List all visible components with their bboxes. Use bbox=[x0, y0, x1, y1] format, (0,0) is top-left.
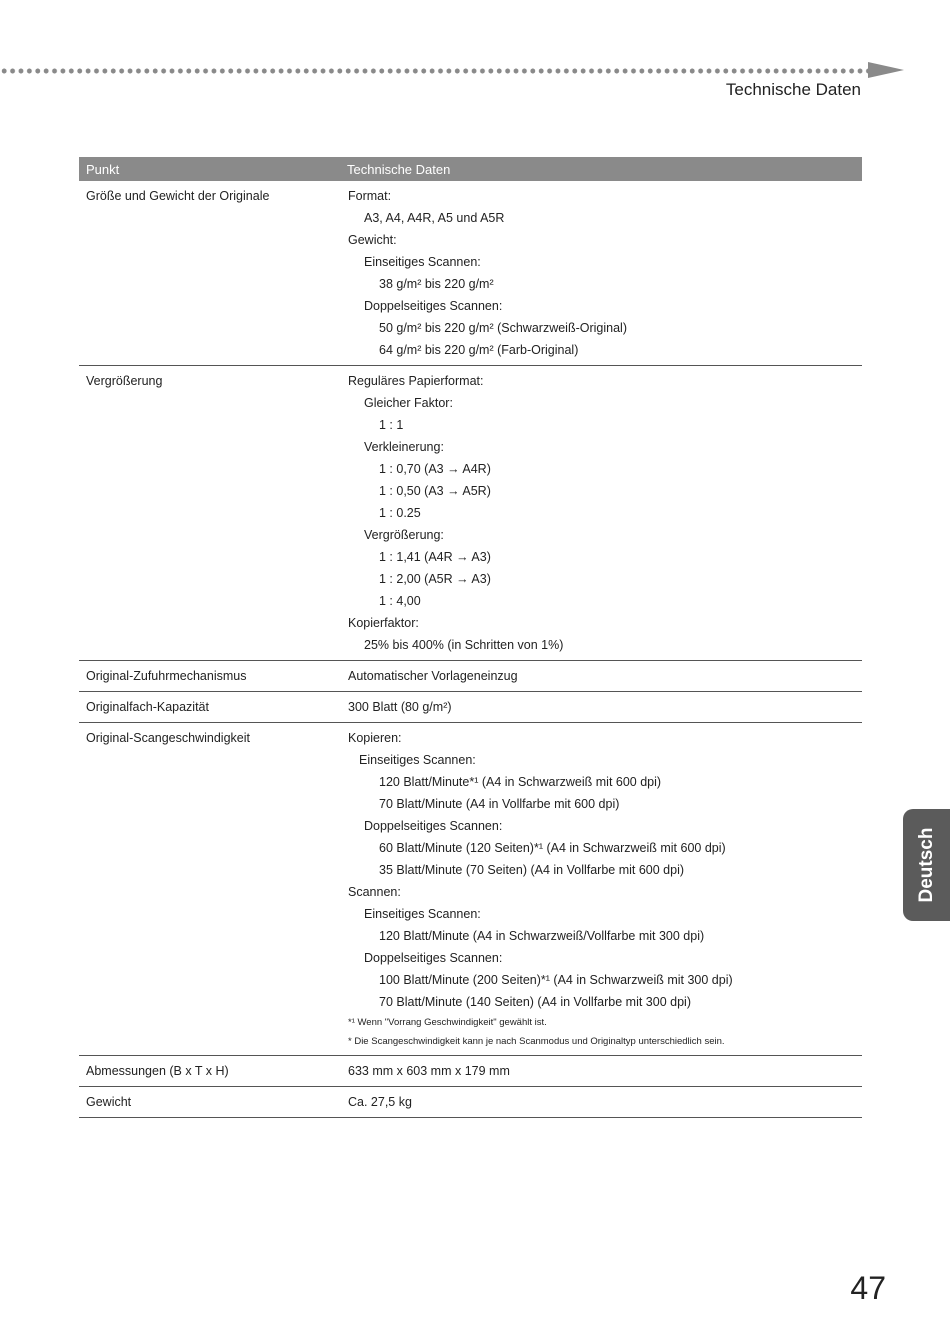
language-tab-label: Deutsch bbox=[915, 827, 937, 903]
table-row bbox=[79, 1056, 862, 1087]
header-arrow-icon bbox=[868, 62, 904, 78]
spec-line: 1 : 0,50 (A3 → A5R) bbox=[379, 484, 491, 498]
spec-line: 1 : 2,00 (A5R → A3) bbox=[379, 572, 491, 586]
spec-line: Einseitiges Scannen: bbox=[359, 753, 476, 767]
spec-line: Kopierfaktor: bbox=[348, 616, 419, 630]
spec-line: 70 Blatt/Minute (A4 in Vollfarbe mit 600 dpi) bbox=[379, 797, 620, 811]
row-spec-cell bbox=[340, 366, 862, 661]
spec-line: 120 Blatt/Minute (A4 in Schwarzweiß/Vollfarbe mit 300 dpi) bbox=[379, 929, 705, 943]
row-spec-cell bbox=[340, 692, 862, 723]
table-row bbox=[79, 181, 862, 366]
spec-line: 1 : 0.25 bbox=[379, 506, 421, 520]
spec-line: 50 g/m² bis 220 g/m² (Schwarzweiß-Original) bbox=[379, 321, 627, 335]
page-number: 47 bbox=[850, 1270, 886, 1306]
spec-line: 35 Blatt/Minute (70 Seiten) (A4 in Vollfarbe mit 600 dpi) bbox=[379, 863, 685, 877]
dotted-header-rule bbox=[0, 67, 868, 75]
row-spec-cell bbox=[340, 1056, 862, 1087]
table-row bbox=[79, 723, 862, 1056]
column-header-specs: Technische Daten bbox=[340, 157, 862, 181]
spec-line: Ca. 27,5 kg bbox=[348, 1095, 412, 1109]
spec-line: 300 Blatt (80 g/m²) bbox=[348, 700, 452, 714]
spec-line: 633 mm x 603 mm x 179 mm bbox=[348, 1064, 510, 1078]
spec-line: 64 g/m² bis 220 g/m² (Farb-Original) bbox=[379, 343, 579, 357]
spec-line: 25% bis 400% (in Schritten von 1%) bbox=[364, 638, 564, 652]
spec-line: 100 Blatt/Minute (200 Seiten)*¹ (A4 in Schwarzweiß mit 300 dpi) bbox=[379, 973, 733, 987]
row-item-label: Originalfach-Kapazität bbox=[79, 692, 340, 723]
spec-line: Automatischer Vorlageneinzug bbox=[348, 669, 518, 683]
spec-line: 120 Blatt/Minute*¹ (A4 in Schwarzweiß mit 600 dpi) bbox=[379, 775, 662, 789]
spec-line: Gewicht: bbox=[348, 233, 397, 247]
running-title: Technische Daten bbox=[725, 80, 861, 99]
spec-line: A3, A4, A4R, A5 und A5R bbox=[364, 211, 505, 225]
row-item-label: Gewicht bbox=[79, 1087, 340, 1118]
spec-line: 1 : 4,00 bbox=[379, 594, 421, 608]
footnote: * Die Scangeschwindigkeit kann je nach Scanmodus und Originaltyp unterschiedlich sein. bbox=[348, 1036, 725, 1047]
spec-line: Doppelseitiges Scannen: bbox=[364, 951, 503, 965]
language-tab bbox=[903, 809, 950, 921]
specification-table bbox=[79, 157, 862, 1118]
row-spec-cell bbox=[340, 661, 862, 692]
row-item-label: Abmessungen (B x T x H) bbox=[79, 1056, 340, 1087]
spec-line: Kopieren: bbox=[348, 731, 402, 745]
row-item-label: Original-Zufuhrmechanismus bbox=[79, 661, 340, 692]
table-row bbox=[79, 366, 862, 661]
spec-line: 1 : 1 bbox=[379, 418, 404, 432]
spec-line: 60 Blatt/Minute (120 Seiten)*¹ (A4 in Schwarzweiß mit 600 dpi) bbox=[379, 841, 726, 855]
spec-line: Reguläres Papierformat: bbox=[348, 374, 484, 388]
row-item-label: Original-Scangeschwindigkeit bbox=[79, 723, 340, 1056]
table-row bbox=[79, 661, 862, 692]
spec-line: 38 g/m² bis 220 g/m² bbox=[379, 277, 494, 291]
row-spec-cell bbox=[340, 181, 862, 366]
spec-line: Format: bbox=[348, 189, 392, 203]
table-row bbox=[79, 692, 862, 723]
spec-line: Gleicher Faktor: bbox=[364, 396, 453, 410]
spec-line: Doppelseitiges Scannen: bbox=[364, 299, 503, 313]
spec-line: Einseitiges Scannen: bbox=[364, 907, 481, 921]
column-header-item: Punkt bbox=[79, 157, 340, 181]
row-item-label: Größe und Gewicht der Originale bbox=[79, 181, 340, 366]
table-header-row bbox=[79, 157, 862, 181]
spec-line: Verkleinerung: bbox=[364, 440, 444, 454]
spec-line: Scannen: bbox=[348, 885, 401, 899]
table-row bbox=[79, 1087, 862, 1118]
table-body bbox=[79, 181, 862, 1118]
spec-line: 1 : 1,41 (A4R → A3) bbox=[379, 550, 491, 564]
row-item-label: Vergrößerung bbox=[79, 366, 340, 661]
footnote: *¹ Wenn "Vorrang Geschwindigkeit" gewählt ist. bbox=[348, 1017, 547, 1028]
spec-line: Doppelseitiges Scannen: bbox=[364, 819, 503, 833]
row-spec-cell bbox=[340, 723, 862, 1056]
spec-line: Vergrößerung: bbox=[364, 528, 444, 542]
spec-line: 70 Blatt/Minute (140 Seiten) (A4 in Vollfarbe mit 300 dpi) bbox=[379, 995, 691, 1009]
spec-line: 1 : 0,70 (A3 → A4R) bbox=[379, 462, 491, 476]
spec-line: Einseitiges Scannen: bbox=[364, 255, 481, 269]
row-spec-cell bbox=[340, 1087, 862, 1118]
